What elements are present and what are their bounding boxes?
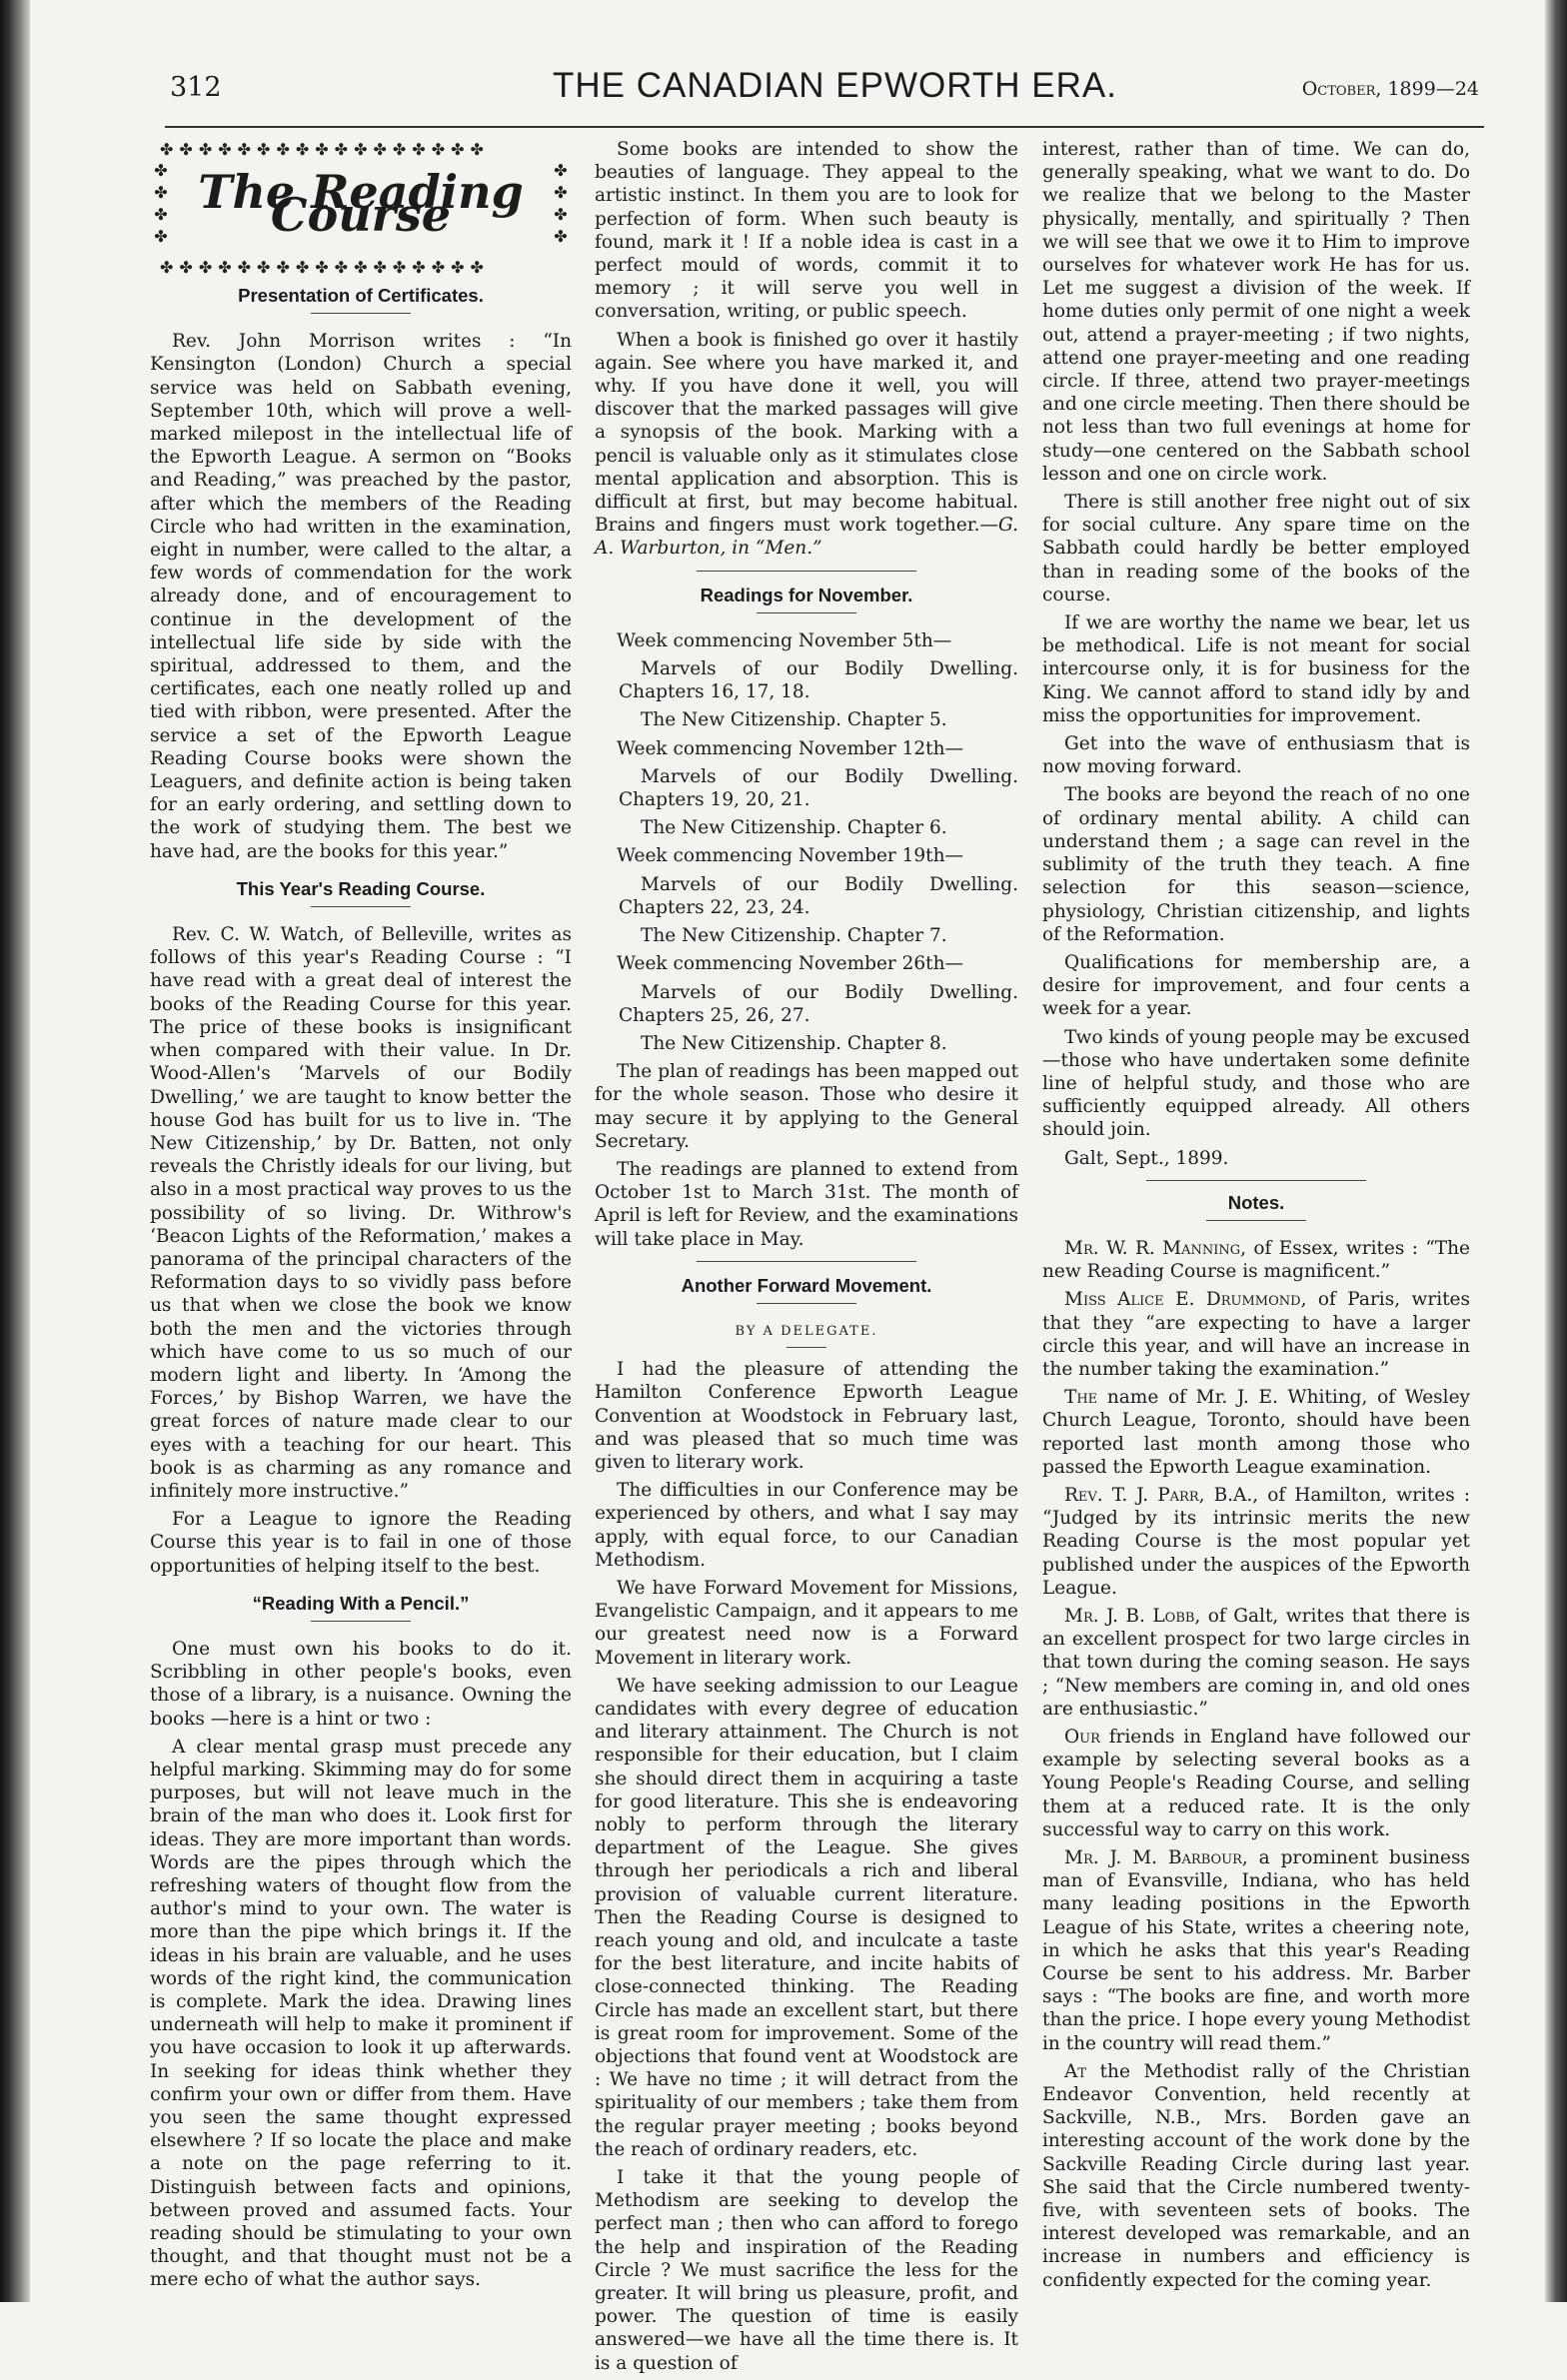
byline-rule: [786, 1347, 826, 1348]
column-1: [150, 138, 572, 2297]
header-rule: [165, 126, 1484, 128]
note-name: The: [1064, 1387, 1098, 1409]
heading-readings: Readings for November.: [700, 584, 913, 605]
paragraph: A clear mental grasp must precede any helpful marking. Skimming may do for some purposes, but will not leave much in the brain of the man who does it. Look first for ideas. They are more important than words. Words are the pipes through which the refreshing waters of thought flow from the author's mind to your own. The water is more than the pipe which brings it. If the ideas in his brain are valuable, and he uses words of the right kind, the communication is complete. Mark the idea. Drawing lines underneath will help to make it prominent if you have occasion to look it up afterwards. In seeking for ideas think whether they confirm your own or differ from them. Have you seen the same thought expressed elsewhere ? If so locate the place and make a note on the page referring to it. Distinguish between facts and opinions, between proved and assumed facts. Your reading should be stimulating to your own thought, and that thought must not be a mere echo of what the author says.: [150, 1736, 572, 2291]
note-text: of Paris, writes that they “are expecting to have a larger circle this year, and will have an increase in the number taking the examination.”: [1042, 1289, 1470, 1380]
note-item: [1042, 1237, 1470, 1283]
heading-rule: [311, 1621, 411, 1622]
ornament-border-top: ✤✤✤✤✤✤✤✤✤✤✤✤✤✤✤✤✤: [160, 140, 490, 159]
section-divider: [697, 1261, 916, 1262]
note-text: B.A., of Hamilton, writes : “Judged by its intrinsic merits the new Reading Course is the most popular yet published under the auspices of the Epworth League.: [1042, 1484, 1470, 1599]
column-2: [595, 138, 1018, 2380]
heading-rule: [311, 313, 411, 314]
reading-citizenship: The New Citizenship. Chapter 6.: [641, 817, 947, 839]
note-name: Our: [1064, 1727, 1100, 1748]
book-binding-right: [1545, 0, 1567, 2302]
paragraph: The books are beyond the reach of no one of ordinary mental ability. A child can understand them ; a sage can revel in the sublimity of the truth they teach. A fine selection for this season—science, physiology, Christian citizenship, and lights of the Reformation.: [1042, 784, 1470, 945]
paragraph: We have seeking admission to our League candidates with every degree of education and literary attainment. The Church is not responsible for their education, but I claim she should direct them in acquiring a taste for good literature. This she is endeavoring nobly to perform through the literary department of the League. She gives through her periodicals a rich and liberal provision of valuable current literature. Then the Reading Course is designed to reach young and old, and inculcate a taste for the best literature, and incite habits of close-connected thinking. The Reading Circle has made an excellent start, but there is great room for improvement. Some of the objections that found vent at Woodstock are : We have no time ; it will detract from the spirituality of our members ; take them from the regular prayer meeting ; books beyond the reach of ordinary readers, etc.: [595, 1675, 1018, 2160]
byline: BY A DELEGATE.: [735, 1323, 878, 1339]
paragraph: The readings are planned to extend from October 1st to March 31st. The month of April is left for Review, and the examinations will take place in May.: [595, 1158, 1018, 1250]
paragraph: Rev. John Morrison writes : “In Kensington (London) Church a special service was held on Sabbath evening, September 10th, which will prove a well-marked milepost in the intellectual life of the Epworth League. A sermon on “Books and Reading,” was preached by the pastor, after which the members of the Reading Circle who had written in the examination, eight in number, were called to the altar, a few words of commendation for the work already done, and of encouragement to continue in the development of the intellectual life side by side with the spiritual, addressed to them, and the certificates, each one neatly rolled up and tied with ribbon, were presented. After the service a set of the Epworth League Reading Course books were shown the Leaguers, and definite action is being taken for an early ordering, and settling down to the work of studying them. The best we have had, are the books for this year.”: [150, 331, 572, 862]
paragraph: [595, 329, 1018, 561]
heading-rule: [311, 906, 411, 907]
note-name: Miss Alice E. Drummond,: [1064, 1289, 1307, 1311]
note-name: Mr. J. M. Barbour,: [1064, 1847, 1248, 1869]
book-binding-left: [0, 0, 30, 2302]
paragraph: We have Forward Movement for Missions, Evangelistic Campaign, and it appears to me our greatest need now is a Forward Movement in literary work.: [595, 1577, 1018, 1669]
note-item: [1042, 1726, 1470, 1841]
heading-pencil: “Reading With a Pencil.”: [252, 1592, 470, 1614]
note-item: [1042, 1846, 1470, 2055]
paragraph: Two kinds of young people may be excused —those who have undertaken some definite line of helpful study, and those who are sufficiently equipped already. All others should join.: [1042, 1026, 1470, 1141]
note-item: [1042, 1288, 1470, 1381]
note-text: name of Mr. J. E. Whiting, of Wesley Church League, Toronto, should have been reported last month among those who passed the Epworth League examination.: [1042, 1387, 1470, 1478]
page-number: 312: [170, 72, 222, 103]
reading-week-list: [595, 629, 1018, 1055]
paragraph: The difficulties in our Conference may be experienced by others, and what I say may apply, with equal force, to our Canadian Methodism.: [595, 1480, 1018, 1571]
section-banner: [150, 138, 572, 278]
paragraph: Rev. C. W. Watch, of Belleville, writes as follows of this year's Reading Course : “I have read with a great deal of interest the books of the Reading Course for this year. The price of these books is insignificant when compared with their value. In Dr. Wood-Allen's ‘Marvels of our Bodily Dwelling,’ we are taught to know better the house God has built for us to live in. ‘The New Citizenship,’ by Dr. Batten, not only reveals the Christly ideals for our living, but also in a most practical way proves to us the possibility of so living. Dr. Withrow's ‘Beacon Lights of the Reformation,’ makes a panorama of the principal characters of the Reformation days to so vividly pass before us that when we close the book we know both the men and the victories through which have come to us so much of our modern light and liberty. In ‘Among the Forces,’ by Bishop Warren, we have the great forces of nature made clear to our eyes with a teaching for our heart. This book is as charming as any romance and infinitely more instructive.”: [150, 924, 572, 1502]
signoff: Galt, Sept., 1899.: [1064, 1147, 1229, 1169]
note-text: of Galt, writes that there is an excellent prospect for two large circles in that town during the coming season. He says ; “New members are coming in, and old ones are enthusiastic.”: [1042, 1605, 1470, 1720]
paragraph: I take it that the young people of Methodism are seeking to develop the perfect man ; then who can afford to forego the help and inspiration of the Reading Circle ? We must sacrifice the less for the greater. It will bring us pleasure, profit, and power. The question of time is easily answered—we have all the time there is. It is a question of: [595, 2167, 1018, 2374]
paragraph: Qualifications for membership are, a desire for improvement, and four cents a week for a year.: [1042, 951, 1470, 1020]
note-item: [1042, 1386, 1470, 1479]
ornament-border-right: ✤ ✤ ✤ ✤: [554, 161, 568, 246]
heading-rule: [1206, 1220, 1306, 1221]
paragraph: One must own his books to do it. Scribbling in other people's books, even those of a library, is a nuisance. Owning the books —here is a hint or two :: [150, 1638, 572, 1730]
reading-week: Week commencing November 19th—: [617, 845, 964, 867]
reading-marvels: Marvels of our Bodily Dwelling. Chapters 16, 17, 18.: [619, 658, 1018, 703]
heading-forward: Another Forward Movement.: [681, 1274, 932, 1296]
heading-presentation: Presentation of Certificates.: [238, 285, 484, 306]
note-name: Mr. W. R. Manning,: [1064, 1237, 1247, 1259]
note-item: [1042, 1484, 1470, 1600]
reading-citizenship: The New Citizenship. Chapter 5.: [641, 709, 947, 731]
paragraph: I had the pleasure of attending the Hamilton Conference Epworth League Convention at Woodstock in February last, and was pleased that so much time was given to literary work.: [595, 1359, 1018, 1473]
paragraph: Some books are intended to show the beauties of language. They appeal to the artistic instinct. In them you are to look for perfection of form. When such beauty is found, mark it ! If a noble idea is cast in a perfect mould of words, commit it to memory ; it will serve you well in conversation, writing, or public speech.: [595, 139, 1018, 323]
heading-rule: [757, 1303, 856, 1304]
note-name: Mr. J. B. Lobb,: [1064, 1605, 1201, 1627]
paragraph: interest, rather than of time. We can do, generally speaking, what we want to do. Do we realize that we belong to the Master physically, mentally, and spiritually ? Then we will see that we owe it to Him to improve ourselves for whatever work He has for us. Let me suggest a division of the week. If home duties only permit of one night a week out, attend a prayer-meeting ; if two nights, attend one prayer-meeting and one reading circle. If three, attend two prayer-meetings and one circle meeting. Then there should be not less than two full evenings at home for study—one centered on the Sabbath school lesson and one on circle work.: [1042, 139, 1470, 485]
reading-marvels: Marvels of our Bodily Dwelling. Chapters 19, 20, 21.: [619, 765, 1018, 811]
paragraph: For a League to ignore the Reading Course this year is to fail in one of those opportunities of helping itself to the best.: [150, 1509, 572, 1577]
note-item: [1042, 1605, 1470, 1721]
page-header: [170, 66, 1479, 116]
note-name: At: [1064, 2060, 1087, 2082]
column-3: [1042, 138, 1470, 2297]
note-text: friends in England have followed our example by selecting several books as a Young People's Reading Course, and selling them at a reduced rate. It is the only successful way to carry on this work.: [1042, 1727, 1470, 1840]
reading-citizenship: The New Citizenship. Chapter 8.: [641, 1032, 947, 1054]
note-item: [1042, 2060, 1470, 2292]
attribution: G. A. Warburton, in “Men.”: [595, 515, 1018, 560]
ornament-border-left: ✤ ✤ ✤ ✤: [154, 161, 168, 246]
issue-date: October, 1899—24: [1301, 78, 1479, 100]
paragraph: The plan of readings has been mapped out for the whole season. Those who desire it may secure it by applying to the General Secretary.: [595, 1061, 1018, 1152]
section-divider: [697, 571, 916, 572]
note-text: of Essex, writes : “The new Reading Course is magnificent.”: [1042, 1237, 1470, 1283]
reading-week: Week commencing November 12th—: [617, 737, 964, 759]
reading-marvels: Marvels of our Bodily Dwelling. Chapters 25, 26, 27.: [619, 981, 1018, 1026]
section-title: The Reading Course: [198, 165, 524, 243]
reading-citizenship: The New Citizenship. Chapter 7.: [641, 925, 947, 947]
ornament-border-bottom: ✤✤✤✤✤✤✤✤✤✤✤✤✤✤✤✤✤: [160, 258, 490, 277]
heading-notes: Notes.: [1227, 1191, 1285, 1213]
heading-this-year: This Year's Reading Course.: [236, 877, 486, 899]
section-divider: [1146, 1180, 1366, 1181]
reading-marvels: Marvels of our Bodily Dwelling. Chapters 22, 23, 24.: [619, 873, 1018, 918]
paragraph: If we are worthy the name we bear, let us be methodical. Life is not meant for social intercourse only, it is for business for the King. We cannot afford to stand idly by and miss the opportunities for improvement.: [1042, 612, 1470, 726]
reading-week: Week commencing November 5th—: [617, 629, 952, 651]
note-text: the Methodist rally of the Christian Endeavor Convention, held recently at Sackville, N.B., Mrs. Borden gave an interesting account of the work done by the Sackville Reading Circle during last year. She said that the Circle numbered twenty-five, with seventeen sets of books. The interest developed was remarkable, and an increase in numbers and efficiency is confidently expected for the coming year.: [1042, 2060, 1470, 2291]
paragraph-text: When a book is finished go over it hastily again. See where you have marked it, and why. If you have done it well, you will discover that the marked passages will give a synopsis of the book. Marking with a pencil is valuable only as it stimulates close mental application and absorption. This is difficult at first, but may become habitual. Brains and fingers must work together.—: [595, 329, 1018, 537]
journal-title: THE CANADIAN EPWORTH ERA.: [553, 66, 1117, 105]
paragraph: Get into the wave of enthusiasm that is now moving forward.: [1042, 733, 1470, 778]
notes-list: [1042, 1237, 1470, 2292]
paragraph: There is still another free night out of six for social culture. Any spare time on the Sabbath could hardly be better employed than in reading some of the books of the course.: [1042, 492, 1470, 605]
note-text: a prominent business man of Evansville, Indiana, who has held many leading positions in the Epworth League of his State, writes a cheering note, in which he asks that this year's Reading Course be sent to his address. Mr. Barber says : “The books are fine, and worth more than the price. I hope every young Methodist in the country will read them.”: [1042, 1847, 1470, 2054]
heading-rule: [757, 612, 856, 613]
note-name: Rev. T. J. Parr,: [1064, 1484, 1205, 1506]
reading-week: Week commencing November 26th—: [617, 953, 964, 975]
